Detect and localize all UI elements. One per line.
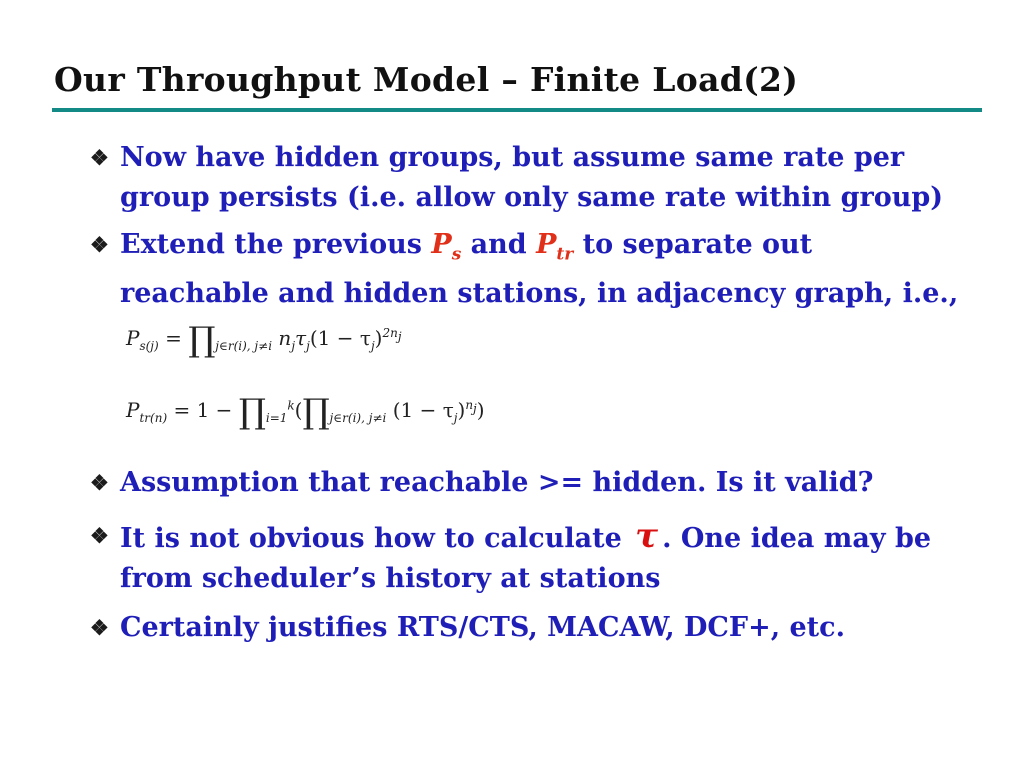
bullet-line: reachable and hidden stations, in adjacency graph, i.e., <box>120 278 959 310</box>
bullet-line: Assumption that reachable >= hidden. Is it valid? <box>120 467 874 498</box>
formula-eq: = 1 − <box>167 398 239 422</box>
formula-term: ) <box>457 398 466 422</box>
ps-symbol <box>431 229 462 265</box>
bullet-line <box>120 516 990 559</box>
formula-ptr <box>126 392 485 432</box>
ptr-symbol <box>536 229 574 265</box>
diamond-bullet-icon: ❖ <box>90 523 109 548</box>
diamond-bullet-icon: ❖ <box>90 470 109 495</box>
bullet-text: It is not obvious how to calculate <box>120 523 632 554</box>
bullet-text: Extend the previous <box>120 229 432 260</box>
formula-exp: n <box>465 398 474 413</box>
bullet-text: . One idea may be <box>662 523 932 554</box>
formula-term: n <box>272 326 292 350</box>
ps-base: P <box>431 229 452 260</box>
product-sub: i=1 <box>265 411 288 425</box>
formula-sub: j <box>473 401 477 416</box>
formula-term: ) <box>374 326 383 350</box>
formula-term: ) <box>476 398 485 422</box>
product-sub: j∈r(i), j≠i <box>329 411 387 425</box>
ptr-base: P <box>536 229 557 260</box>
formula-ps <box>126 320 402 360</box>
bullet-line: from scheduler’s history at stations <box>120 563 661 594</box>
formula-term: ( <box>294 398 303 422</box>
diamond-bullet-icon: ❖ <box>90 232 109 257</box>
formula-lhs-sub: s(j) <box>139 339 159 353</box>
formula-lhs: P <box>126 398 140 422</box>
bullet-line: group persists (i.e. allow only same rate within group) <box>120 182 943 213</box>
ptr-sub: tr <box>556 244 574 265</box>
formula-term: (1 − τ <box>386 398 454 422</box>
product-symbol: ∏ <box>302 392 330 432</box>
bullet-item-4 <box>90 516 990 599</box>
title-underline <box>52 108 982 112</box>
bullet-line: Certainly justifies RTS/CTS, MACAW, DCF+, etc. <box>120 612 845 643</box>
product-sup: k <box>287 398 295 413</box>
formula-term: (1 − τ <box>309 326 371 350</box>
formula-lhs: P <box>126 326 140 350</box>
bullet-text: and <box>461 229 537 260</box>
product-symbol: ∏ <box>188 320 216 360</box>
formula-term: τ <box>295 326 307 350</box>
bullet-line <box>120 225 990 274</box>
product-sub: j∈r(i), j≠i <box>215 339 273 353</box>
diamond-bullet-icon: ❖ <box>90 145 109 170</box>
bullet-item-2 <box>90 225 990 314</box>
bullet-item-3 <box>90 463 990 503</box>
formula-lhs-sub: tr(n) <box>139 411 168 425</box>
formula-sub: j <box>370 339 375 353</box>
tau-symbol: τ <box>635 516 659 556</box>
formula-eq: = <box>158 326 189 350</box>
bullet-line: Now have hidden groups, but assume same rate per <box>120 142 905 173</box>
bullet-item-5 <box>90 608 990 648</box>
formula-sub: j <box>453 411 458 425</box>
formula-sub: j <box>291 339 296 353</box>
formula-sub: j <box>306 339 310 353</box>
formula-exp: 2n <box>382 326 398 341</box>
bullet-text: to separate out <box>573 229 813 260</box>
formula-sub: j <box>397 329 402 344</box>
diamond-bullet-icon: ❖ <box>90 615 109 640</box>
bullet-item-1 <box>90 138 990 218</box>
ps-sub: s <box>451 244 462 265</box>
product-symbol: ∏ <box>238 392 266 432</box>
slide-title: Our Throughput Model – Finite Load(2) <box>54 60 799 99</box>
